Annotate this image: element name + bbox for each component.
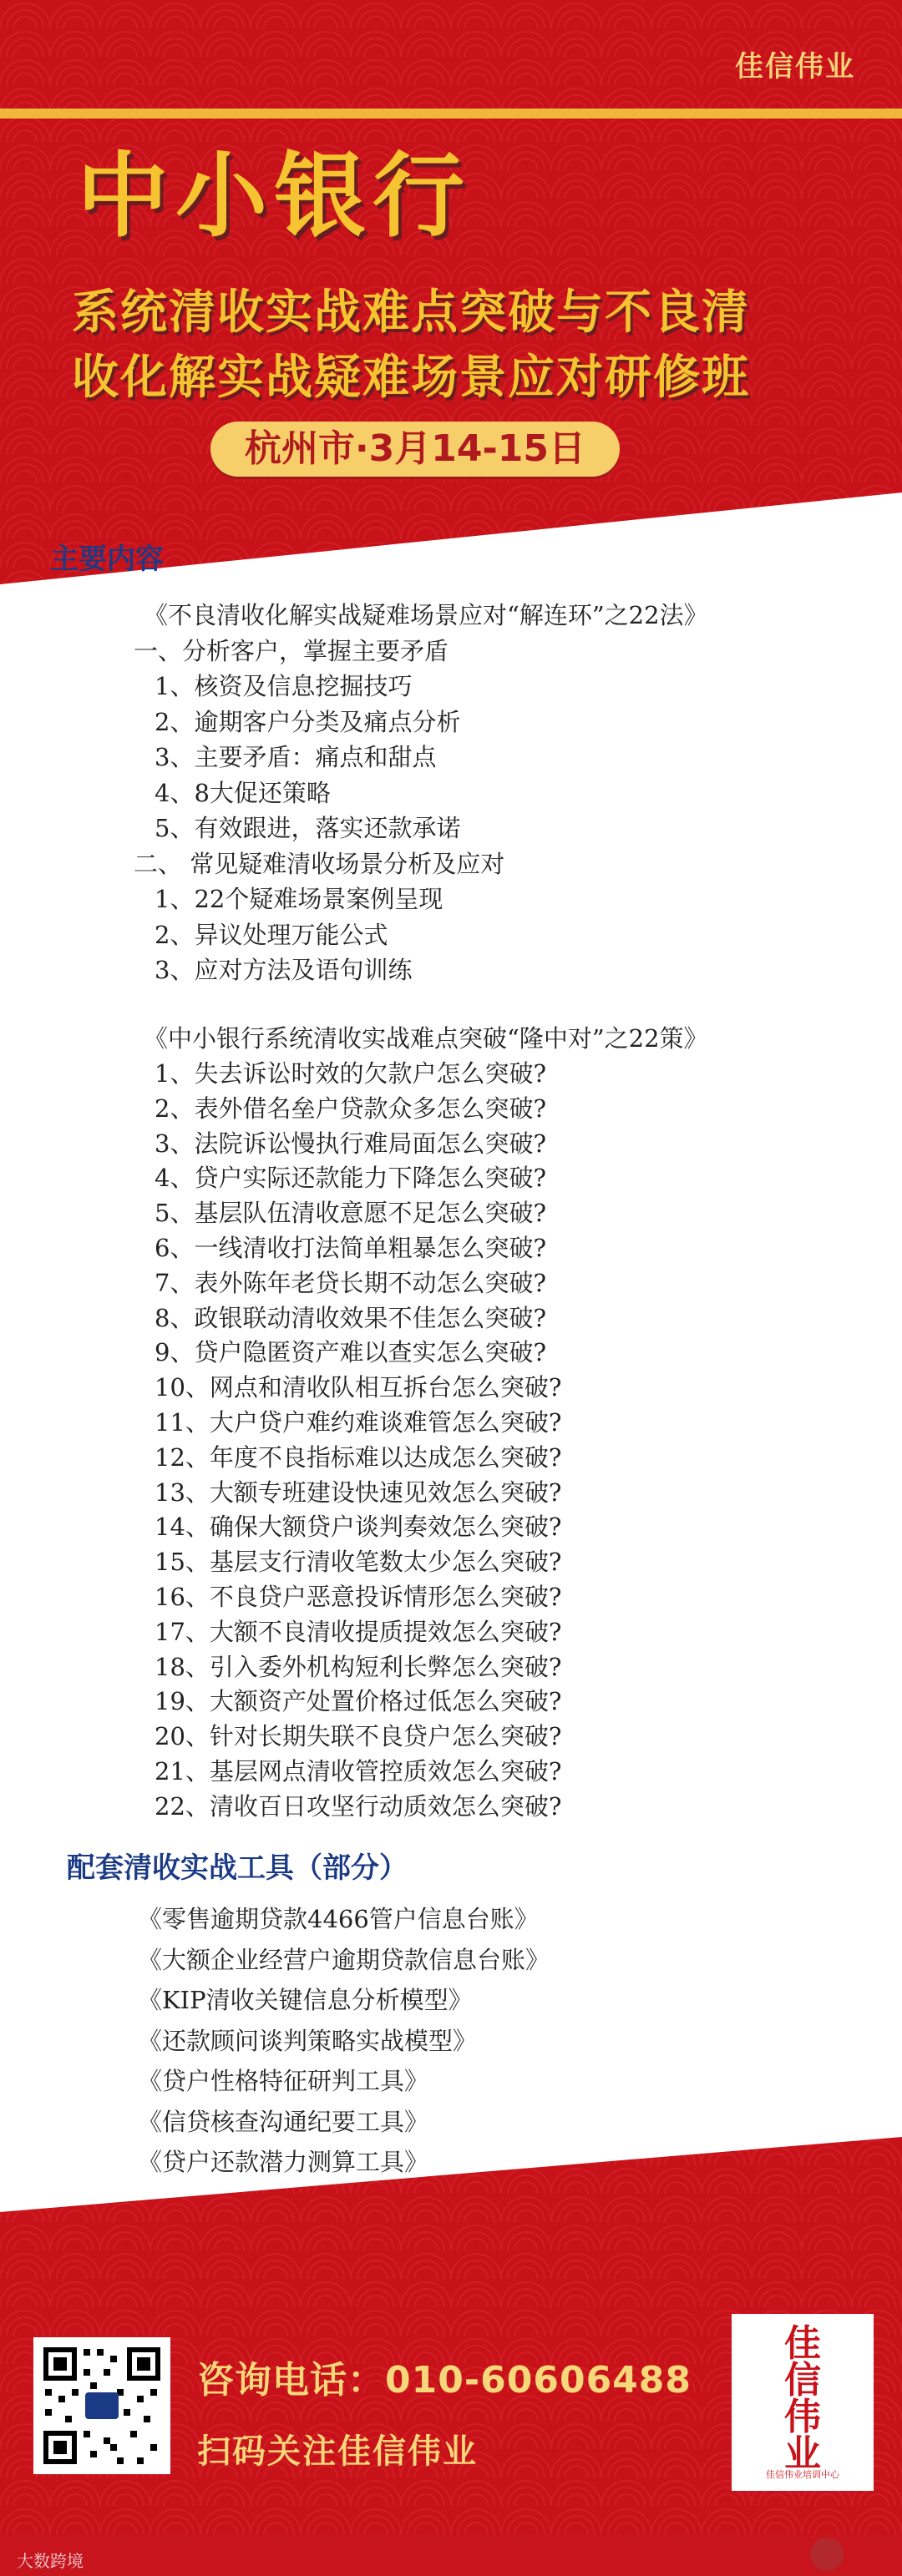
content-list-item: 3、应对方法及语句训练 [155, 956, 413, 984]
question-list-item: 11、大户贷户难约难谈难管怎么突破? [155, 1408, 562, 1437]
seal-icon [810, 2538, 844, 2571]
content-list-item: 3、主要矛盾：痛点和甜点 [155, 743, 437, 771]
question-list-item: 12、年度不良指标难以达成怎么突破? [155, 1442, 562, 1472]
question-list-item: 16、不良贷户恶意投诉情形怎么突破? [155, 1583, 562, 1611]
question-list-item: 17、大额不良清收提质提效怎么突破? [155, 1617, 562, 1646]
location-date-badge: 杭州市·3月14-15日 [210, 422, 620, 477]
subtitle-line-2: 收化解实战疑难场景应对研修班 [72, 351, 750, 405]
qr-code-icon [33, 2337, 170, 2474]
content-list-item: 1、22个疑难场景案例呈现 [155, 885, 443, 913]
logo-text: 佳 信 伟 业 [784, 2322, 821, 2475]
divider [0, 109, 902, 119]
content-list-item: 4、8大促还策略 [155, 778, 331, 807]
content-list-item: 二、 常见疑难清收场景分析及应对 [134, 849, 505, 878]
tool-list-item: 《零售逾期贷款4466管户信息台账》 [138, 1905, 539, 1933]
content-list-item: 2、异议处理万能公式 [155, 920, 388, 949]
main-content-heading: 主要内容 [50, 543, 164, 576]
question-list-item: 5、基层队伍清收意愿不足怎么突破? [155, 1199, 546, 1228]
question-list-item: 7、表外陈年老贷长期不动怎么突破? [155, 1268, 546, 1297]
qr-code[interactable] [33, 2337, 170, 2474]
contact-phone: 咨询电话：010-60606488 [197, 2359, 692, 2402]
content-list-item: 《不良清收化解实战疑难场景应对“解连环”之22法》 [144, 601, 708, 629]
brand-name: 佳信伟业 [735, 50, 855, 83]
page-title: 中小银行 [77, 143, 471, 250]
question-list-item: 22、清收百日攻坚行动质效怎么突破? [155, 1791, 562, 1821]
content-list-item: 1、核资及信息挖掘技巧 [155, 672, 413, 700]
content-list-item: 2、逾期客户分类及痛点分析 [155, 707, 461, 736]
question-list-item: 13、大额专班建设快速见效怎么突破? [155, 1477, 562, 1507]
tool-list-item: 《贷户性格特征研判工具》 [138, 2067, 429, 2095]
question-list-item: 20、针对长期失联不良贷户怎么突破? [155, 1722, 562, 1751]
part2-title: 《中小银行系统清收实战难点突破“隆中对”之22策》 [144, 1024, 708, 1053]
follow-prompt: 扫码关注佳信伟业 [197, 2432, 478, 2471]
question-list-item: 1、失去诉讼时效的欠款户怎么突破? [155, 1059, 546, 1088]
tool-list-item: 《信贷核查沟通纪要工具》 [138, 2107, 429, 2136]
question-list-item: 8、政银联动清收效果不佳怎么突破? [155, 1303, 546, 1332]
question-list-item: 14、确保大额贷户谈判奏效怎么突破? [155, 1513, 562, 1542]
question-list-item: 10、网点和清收队相互拆台怎么突破? [155, 1373, 562, 1402]
question-list-item: 6、一线清收打法简单粗暴怎么突破? [155, 1234, 546, 1262]
question-list-item: 9、贷户隐匿资产难以查实怎么突破? [155, 1338, 546, 1367]
brand-logo [732, 2314, 874, 2491]
question-list-item: 21、基层网点清收管控质效怎么突破? [155, 1757, 562, 1786]
watermark: 大数跨境 [17, 2551, 84, 2571]
question-list-item: 18、引入委外机构短利长弊怎么突破? [155, 1652, 562, 1681]
question-list-item: 15、基层支行清收笔数太少怎么突破? [155, 1548, 562, 1577]
logo-caption: 佳信伟业培训中心 [766, 2469, 839, 2480]
content-list-item: 5、有效跟进，落实还款承诺 [155, 814, 461, 842]
tool-list-item: 《大额企业经营户逾期贷款信息台账》 [138, 1945, 550, 1974]
question-list-item: 3、法院诉讼慢执行难局面怎么突破? [155, 1129, 546, 1158]
question-list-item: 4、贷户实际还款能力下降怎么突破? [155, 1164, 546, 1193]
tool-list-item: 《KIP清收关键信息分析模型》 [138, 1986, 473, 2014]
tools-heading: 配套清收实战工具（部分） [67, 1851, 408, 1885]
tool-list-item: 《贷户还款潜力测算工具》 [138, 2148, 429, 2176]
footer-strip [0, 2534, 902, 2576]
question-list-item: 19、大额资产处置价格过低怎么突破? [155, 1687, 562, 1716]
subtitle-line-1: 系统清收实战难点突破与不良清 [72, 285, 750, 340]
tool-list-item: 《还款顾问谈判策略实战模型》 [138, 2026, 478, 2055]
content-list-item: 一、分析客户，掌握主要矛盾 [134, 636, 449, 665]
question-list-item: 2、表外借名垒户贷款众多怎么突破? [155, 1094, 546, 1123]
